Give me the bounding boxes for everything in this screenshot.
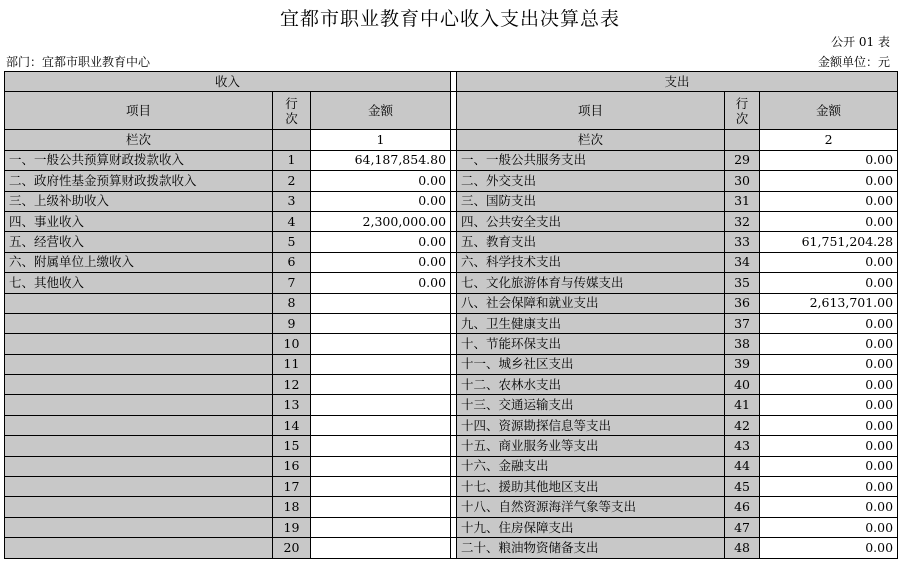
expense-section-header: 支出	[457, 72, 898, 92]
income-item-cell: 六、附属单位上缴收入	[5, 252, 273, 272]
income-item-cell: 三、上级补助收入	[5, 191, 273, 211]
income-row-no-cell: 16	[273, 456, 311, 476]
expense-row-no-header: 行 次	[725, 92, 760, 130]
expense-amount-cell: 0.00	[760, 354, 898, 374]
table-row	[5, 395, 898, 415]
expense-row-no-cell: 46	[725, 497, 760, 517]
expense-row-no-cell: 34	[725, 252, 760, 272]
income-row-no-cell: 19	[273, 517, 311, 537]
expense-amount-cell: 0.00	[760, 211, 898, 231]
income-item-cell: 二、政府性基金预算财政拨款收入	[5, 171, 273, 191]
income-amount-cell	[311, 456, 451, 476]
table-row	[5, 517, 898, 537]
expense-item-cell: 十七、援助其他地区支出	[457, 477, 725, 497]
income-item-cell	[5, 354, 273, 374]
department-label: 部门：宜都市职业教育中心	[6, 55, 151, 69]
expense-item-cell: 十、节能环保支出	[457, 334, 725, 354]
income-row-no-header: 行 次	[273, 92, 311, 130]
table-row	[5, 415, 898, 435]
income-row-no-cell: 9	[273, 313, 311, 333]
expense-row-no-cell: 30	[725, 171, 760, 191]
expense-row-no-cell: 29	[725, 150, 760, 170]
table-row	[5, 477, 898, 497]
income-row-no-cell: 12	[273, 375, 311, 395]
table-row	[5, 313, 898, 333]
income-item-cell	[5, 334, 273, 354]
income-row-no-cell: 5	[273, 232, 311, 252]
table-row	[5, 293, 898, 313]
expense-amount-cell: 0.00	[760, 517, 898, 537]
expense-row-no-cell: 31	[725, 191, 760, 211]
expense-column-index: 2	[760, 130, 898, 150]
income-item-cell	[5, 313, 273, 333]
income-item-cell: 一、一般公共预算财政拨款收入	[5, 150, 273, 170]
income-row-no-cell: 18	[273, 497, 311, 517]
expense-amount-cell: 0.00	[760, 273, 898, 293]
expense-amount-cell: 0.00	[760, 191, 898, 211]
expense-amount-cell: 0.00	[760, 477, 898, 497]
income-row-no-cell: 13	[273, 395, 311, 415]
income-row-no-cell: 11	[273, 354, 311, 374]
income-row-no-cell: 7	[273, 273, 311, 293]
income-item-header: 项目	[5, 92, 273, 130]
income-amount-cell: 0.00	[311, 232, 451, 252]
expense-item-cell: 九、卫生健康支出	[457, 313, 725, 333]
table-row	[5, 252, 898, 272]
table-row	[5, 497, 898, 517]
income-amount-cell	[311, 293, 451, 313]
expense-amount-cell: 0.00	[760, 313, 898, 333]
table-row	[5, 211, 898, 231]
table-row	[5, 273, 898, 293]
income-amount-cell	[311, 375, 451, 395]
income-item-cell: 四、事业收入	[5, 211, 273, 231]
table-row	[5, 334, 898, 354]
expense-amount-cell: 0.00	[760, 436, 898, 456]
form-number: 公开 01 表	[831, 35, 890, 49]
expense-item-cell: 十二、农林水支出	[457, 375, 725, 395]
column-header-row	[5, 92, 898, 130]
section-header-row	[5, 72, 898, 92]
income-item-cell: 七、其他收入	[5, 273, 273, 293]
income-item-cell	[5, 375, 273, 395]
expense-amount-cell: 0.00	[760, 334, 898, 354]
column-index-row	[5, 130, 898, 150]
expense-amount-cell: 0.00	[760, 395, 898, 415]
income-row-no-cell: 8	[273, 293, 311, 313]
income-amount-cell	[311, 313, 451, 333]
expense-item-cell: 一、一般公共服务支出	[457, 150, 725, 170]
expense-item-cell: 四、公共安全支出	[457, 211, 725, 231]
income-amount-cell: 2,300,000.00	[311, 211, 451, 231]
income-item-cell	[5, 395, 273, 415]
income-amount-cell: 0.00	[311, 252, 451, 272]
expense-row-no-cell: 33	[725, 232, 760, 252]
income-item-cell	[5, 517, 273, 537]
expense-amount-cell: 0.00	[760, 150, 898, 170]
table-row	[5, 538, 898, 558]
income-row-no-cell: 14	[273, 415, 311, 435]
expense-row-no-cell: 38	[725, 334, 760, 354]
income-amount-cell	[311, 334, 451, 354]
income-item-cell	[5, 477, 273, 497]
income-row-no-cell: 4	[273, 211, 311, 231]
income-row-no-cell: 17	[273, 477, 311, 497]
income-amount-cell	[311, 538, 451, 558]
income-amount-cell: 0.00	[311, 191, 451, 211]
expense-item-cell: 二十、粮油物资储备支出	[457, 538, 725, 558]
expense-row-no-cell: 42	[725, 415, 760, 435]
expense-row-no-cell: 39	[725, 354, 760, 374]
income-expense-table	[4, 71, 898, 559]
income-column-index: 1	[311, 130, 451, 150]
income-amount-cell	[311, 415, 451, 435]
income-item-cell	[5, 456, 273, 476]
income-amount-cell	[311, 497, 451, 517]
expense-item-cell: 十四、资源勘探信息等支出	[457, 415, 725, 435]
amount-unit-label: 金额单位：元	[817, 55, 890, 69]
expense-item-cell: 七、文化旅游体育与传媒支出	[457, 273, 725, 293]
table-row	[5, 232, 898, 252]
income-section-header: 收入	[5, 72, 451, 92]
table-row	[5, 171, 898, 191]
income-row-no-cell: 1	[273, 150, 311, 170]
table-row	[5, 354, 898, 374]
income-amount-header: 金额	[311, 92, 451, 130]
expense-item-cell: 十一、城乡社区支出	[457, 354, 725, 374]
table-row	[5, 436, 898, 456]
income-amount-cell	[311, 517, 451, 537]
expense-amount-cell: 0.00	[760, 415, 898, 435]
income-amount-cell: 64,187,854.80	[311, 150, 451, 170]
income-column-index-label: 栏次	[5, 130, 273, 150]
income-item-cell	[5, 497, 273, 517]
expense-item-cell: 八、社会保障和就业支出	[457, 293, 725, 313]
expense-item-cell: 六、科学技术支出	[457, 252, 725, 272]
expense-item-header: 项目	[457, 92, 725, 130]
income-item-cell	[5, 293, 273, 313]
income-row-no-cell: 2	[273, 171, 311, 191]
expense-amount-cell: 61,751,204.28	[760, 232, 898, 252]
report-title: 宜都市职业教育中心收入支出决算总表	[279, 8, 620, 30]
expense-row-no-cell: 40	[725, 375, 760, 395]
income-row-no-cell: 15	[273, 436, 311, 456]
expense-column-index-label: 栏次	[457, 130, 725, 150]
expense-amount-cell: 0.00	[760, 497, 898, 517]
expense-row-no-cell: 32	[725, 211, 760, 231]
income-item-cell: 五、经营收入	[5, 232, 273, 252]
income-row-no-cell: 6	[273, 252, 311, 272]
expense-row-no-cell: 43	[725, 436, 760, 456]
income-amount-cell: 0.00	[311, 273, 451, 293]
expense-item-cell: 五、教育支出	[457, 232, 725, 252]
expense-item-cell: 十三、交通运输支出	[457, 395, 725, 415]
expense-row-no-cell: 44	[725, 456, 760, 476]
income-row-no-cell: 20	[273, 538, 311, 558]
income-amount-cell	[311, 436, 451, 456]
expense-row-no-cell: 35	[725, 273, 760, 293]
table-row	[5, 375, 898, 395]
expense-amount-cell: 2,613,701.00	[760, 293, 898, 313]
expense-amount-cell: 0.00	[760, 375, 898, 395]
income-amount-cell	[311, 354, 451, 374]
income-amount-cell: 0.00	[311, 171, 451, 191]
expense-amount-cell: 0.00	[760, 538, 898, 558]
expense-amount-header: 金额	[760, 92, 898, 130]
income-item-cell	[5, 415, 273, 435]
income-amount-cell	[311, 477, 451, 497]
expense-item-cell: 十六、金融支出	[457, 456, 725, 476]
table-row	[5, 150, 898, 170]
income-item-cell	[5, 436, 273, 456]
table-row	[5, 191, 898, 211]
expense-item-cell: 二、外交支出	[457, 171, 725, 191]
expense-item-cell: 十八、自然资源海洋气象等支出	[457, 497, 725, 517]
expense-row-no-cell: 45	[725, 477, 760, 497]
table-row	[5, 456, 898, 476]
expense-row-no-cell: 48	[725, 538, 760, 558]
expense-row-no-cell: 41	[725, 395, 760, 415]
expense-row-no-cell: 36	[725, 293, 760, 313]
expense-amount-cell: 0.00	[760, 252, 898, 272]
expense-amount-cell: 0.00	[760, 171, 898, 191]
expense-amount-cell: 0.00	[760, 456, 898, 476]
expense-item-cell: 三、国防支出	[457, 191, 725, 211]
expense-item-cell: 十五、商业服务业等支出	[457, 436, 725, 456]
expense-item-cell: 十九、住房保障支出	[457, 517, 725, 537]
income-item-cell	[5, 538, 273, 558]
income-amount-cell	[311, 395, 451, 415]
expense-row-no-cell: 37	[725, 313, 760, 333]
income-row-no-cell: 10	[273, 334, 311, 354]
expense-row-no-cell: 47	[725, 517, 760, 537]
income-row-no-cell: 3	[273, 191, 311, 211]
